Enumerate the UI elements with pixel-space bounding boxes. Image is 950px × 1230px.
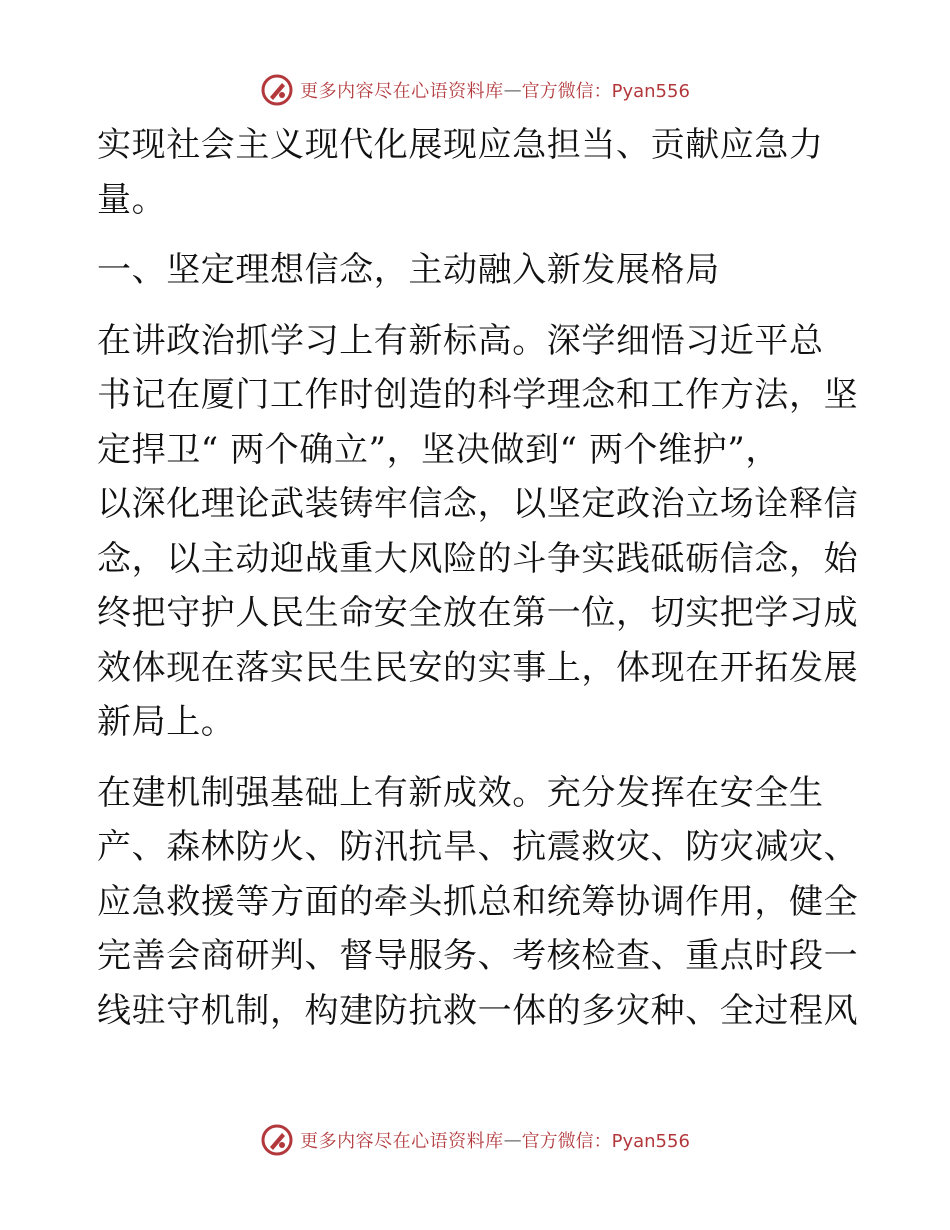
text-line: 新局上。 bbox=[97, 702, 236, 742]
document-body bbox=[97, 118, 857, 1054]
watermark-brand-text: 更多内容尽在心语资料库 bbox=[300, 81, 504, 102]
text-line: 在建机制强基础上有新成效。充分发挥在安全生 bbox=[97, 772, 824, 813]
text-line: 完善会商研判、督导服务、考核检查、重点时段一 bbox=[97, 936, 859, 976]
text-line: 效体现在落实民生民安的实事上，体现在开拓发展 bbox=[97, 647, 859, 688]
text-line: 定捍卫“ 两个确立”，坚决做到“ 两个维护”， bbox=[97, 429, 780, 470]
watermark-wechat-label: 官方微信：Pyan556 bbox=[521, 1131, 690, 1152]
text-line: 应急救援等方面的牵头抓总和统筹协调作用，健全 bbox=[97, 881, 859, 922]
pen-nib-circle-icon bbox=[260, 1123, 294, 1157]
paragraph-mechanism bbox=[97, 766, 857, 1039]
section-heading: 一、坚定理想信念，主动融入新发展格局 bbox=[97, 250, 720, 290]
text-line: 书记在厦门工作时创造的科学理念和工作方法，坚 bbox=[97, 375, 859, 415]
watermark-separator: — bbox=[503, 1129, 522, 1151]
footer-watermark bbox=[0, 1122, 950, 1158]
text-line: 量。 bbox=[97, 179, 167, 220]
text-line: 实现社会主义现代化展现应急担当、贡献应急力 bbox=[97, 125, 824, 165]
text-line: 在讲政治抓学习上有新标高。深学细悟习近平总 bbox=[97, 320, 824, 361]
header-watermark bbox=[0, 72, 950, 108]
watermark-brand-text: 更多内容尽在心语资料库 bbox=[300, 1131, 504, 1152]
paragraph-continuation bbox=[97, 118, 857, 227]
text-line: 产、森林防火、防汛抗旱、抗震救灾、防灾减灾、 bbox=[97, 827, 859, 867]
text-line: 以深化理论武装铸牢信念，以坚定政治立场诠释信 bbox=[97, 484, 859, 524]
watermark-separator: — bbox=[503, 79, 522, 101]
pen-nib-circle-icon bbox=[260, 73, 294, 107]
text-line: 线驻守机制，构建防抗救一体的多灾种、全过程风 bbox=[97, 990, 859, 1031]
text-line: 终把守护人民生命安全放在第一位，切实把学习成 bbox=[97, 593, 859, 633]
text-line: 念，以主动迎战重大风险的斗争实践砥砺信念，始 bbox=[97, 538, 859, 579]
watermark-wechat-label: 官方微信：Pyan556 bbox=[521, 81, 690, 102]
paragraph-political-study bbox=[97, 314, 857, 750]
